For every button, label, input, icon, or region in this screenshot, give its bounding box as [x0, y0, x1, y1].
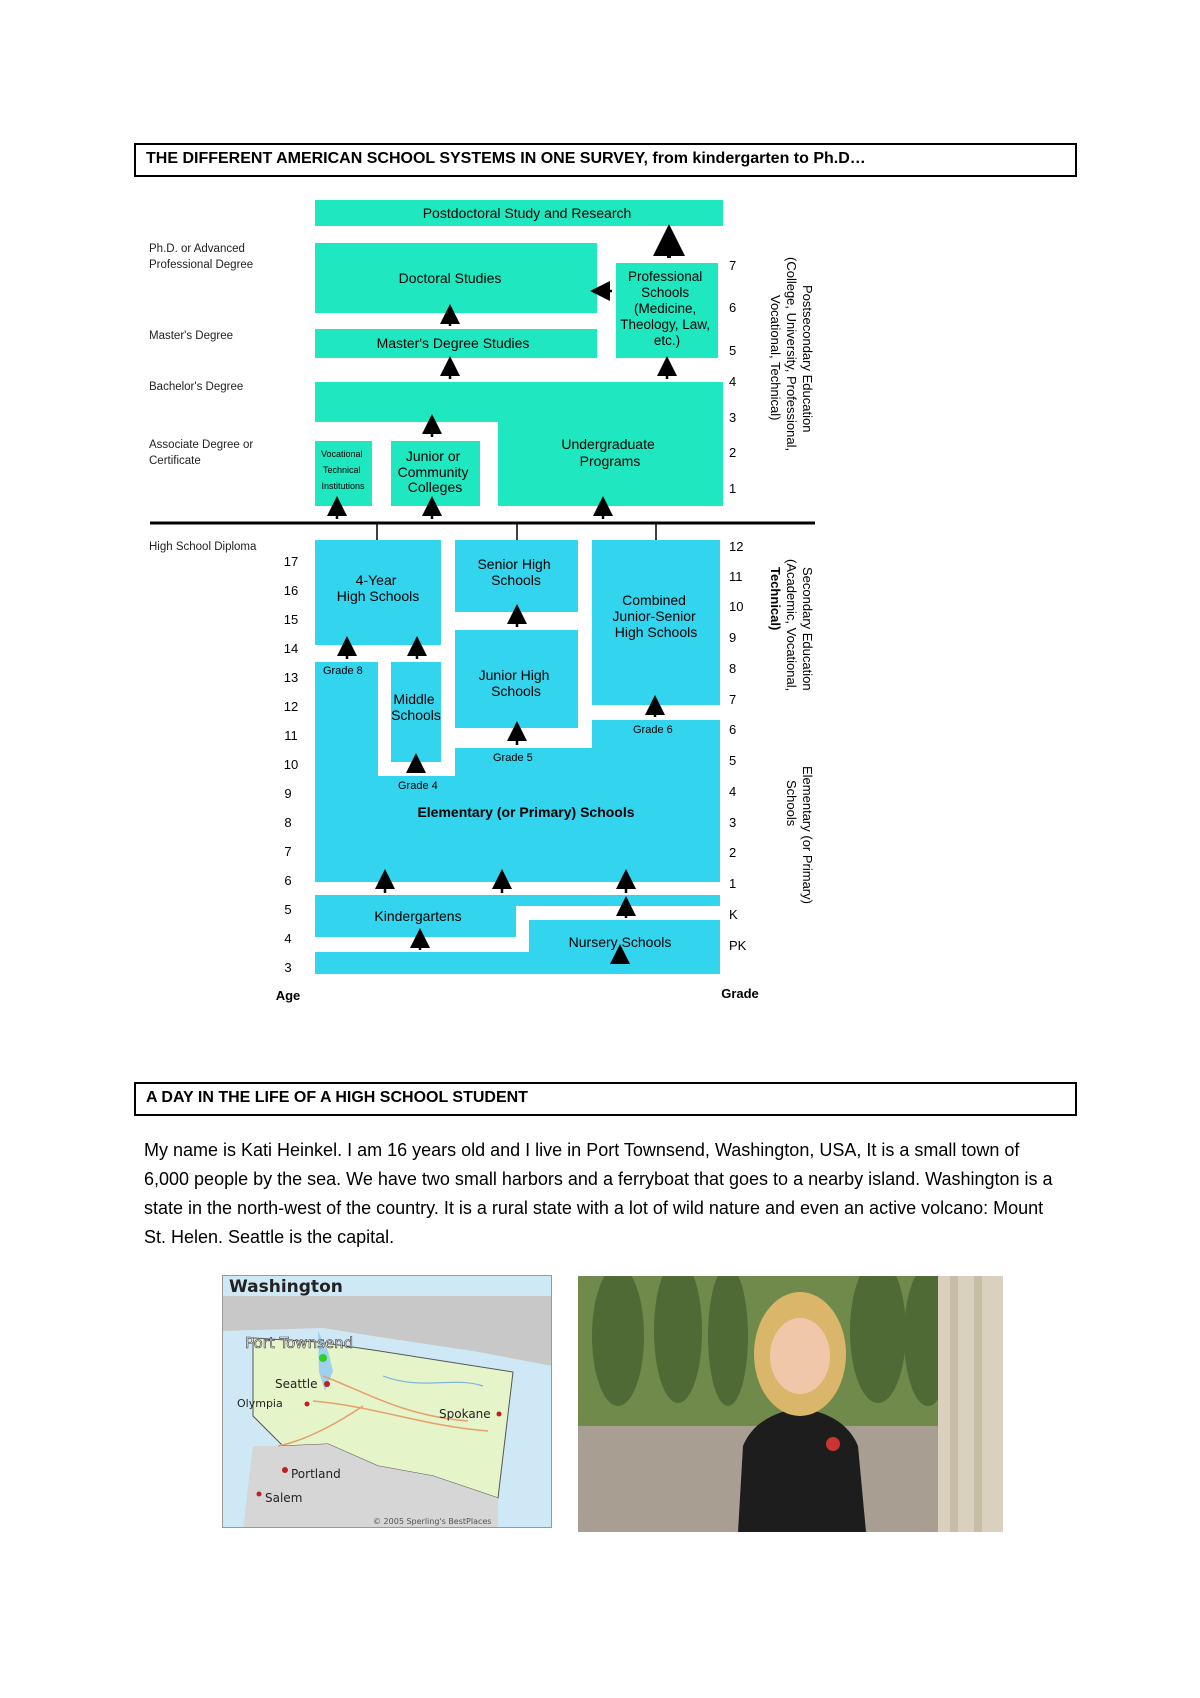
grade-tick: 7: [729, 692, 737, 707]
age-tick: 13: [283, 670, 299, 685]
map-title: Washington: [229, 1277, 343, 1297]
middle-label: Middle Schools: [391, 691, 441, 723]
grade-tick: K: [729, 907, 738, 922]
age-tick: 5: [284, 902, 292, 917]
kindergarten-label: Kindergartens: [374, 908, 462, 924]
year-tick: 4: [729, 374, 737, 389]
grade-axis-label: Grade: [721, 986, 759, 1001]
grade-tick: 5: [729, 753, 737, 768]
section-title: THE DIFFERENT AMERICAN SCHOOL SYSTEMS IN ONE SURVEY, from kindergarten to Ph.D…: [146, 150, 866, 167]
age-tick: 11: [284, 728, 298, 743]
section-header-day-in-life: [134, 1082, 1077, 1116]
secondary-side-label: Secondary Education (Academic, Vocational, Technical): [768, 559, 815, 692]
year-tick: 5: [729, 343, 737, 358]
grade-6-marker: Grade 6: [633, 724, 673, 736]
grade-tick: 11: [729, 569, 743, 584]
city-olympia: Olympia: [237, 1397, 283, 1410]
age-tick: 4: [284, 931, 292, 946]
city-salem: Salem: [265, 1491, 303, 1505]
four-year-label: 4-Year High Schools: [336, 572, 420, 604]
grade-tick: 4: [729, 784, 737, 799]
city-port-townsend: Port Townsend: [245, 1334, 354, 1352]
grade-4-marker: Grade 4: [398, 780, 438, 792]
elementary-side-label: Elementary (or Primary) Schools: [784, 766, 815, 904]
city-seattle: Seattle: [275, 1377, 318, 1391]
intro-paragraph: My name is Kati Heinkel. I am 16 years old and I live in Port Townsend, Washington, USA, It is a small town of 6,000 people by the sea. We have two small harbors and a ferryboat that goes to a nearby island. Washington is a state in the north-west of the country. It is a rural state with a lot of wild nature and even an active volcano: Mount St. Helen. Seattle is the capital.: [144, 1140, 1053, 1247]
elementary-label: Elementary (or Primary) Schools: [417, 804, 635, 820]
year-tick: 2: [729, 445, 737, 460]
age-tick: 3: [284, 960, 292, 975]
postdoc-label: Postdoctoral Study and Research: [422, 205, 632, 221]
grade-8-marker: Grade 8: [323, 665, 363, 677]
grade-tick: 12: [729, 539, 744, 554]
age-tick: 7: [284, 844, 292, 859]
year-tick: 7: [729, 258, 737, 273]
grade-tick: PK: [729, 938, 747, 953]
washington-map: [222, 1275, 552, 1528]
student-face: [770, 1318, 830, 1394]
age-tick: 6: [284, 873, 292, 888]
year-tick: 6: [729, 300, 737, 315]
grade-tick: 1: [729, 876, 737, 891]
postsecondary-side-label: Postsecondary Education (College, University, Professional, Vocational, Technical): [768, 257, 815, 452]
age-axis-label: Age: [275, 988, 301, 1003]
age-tick: 14: [283, 641, 299, 656]
professional-label: Professional Schools (Medicine, Theology, Law, etc.): [620, 269, 711, 348]
degree-bachelors: Bachelor's Degree: [149, 381, 244, 393]
degree-masters: Master's Degree: [149, 330, 234, 342]
age-tick: 17: [283, 554, 299, 569]
combined-label: Combined Junior-Senior High Schools: [612, 592, 698, 640]
grade-tick: 2: [729, 845, 737, 860]
degree-phd: Ph.D. or Advanced Professional Degree: [149, 243, 254, 271]
preschool-bar: [315, 952, 720, 974]
age-tick: 8: [284, 815, 292, 830]
grade-tick: 3: [729, 815, 737, 830]
age-tick: 10: [283, 757, 299, 772]
vocational-label: Vocational Technical Institutions: [320, 449, 365, 491]
nursery-label: Nursery Schools: [568, 934, 672, 950]
junior-high-label: Junior High Schools: [478, 667, 550, 699]
doctoral-label: Doctoral Studies: [398, 270, 502, 286]
masters-label: Master's Degree Studies: [376, 335, 530, 351]
degree-associate: Associate Degree or Certificate: [149, 439, 254, 467]
age-column: [284, 554, 298, 975]
postsecondary-years: [729, 258, 736, 496]
section-title: A DAY IN THE LIFE OF A HIGH SCHOOL STUDENT: [146, 1089, 528, 1106]
senior-high-label: Senior High Schools: [477, 556, 551, 588]
age-tick: 16: [283, 583, 299, 598]
age-tick: 9: [284, 786, 292, 801]
age-tick: 12: [283, 699, 299, 714]
grade-column: [729, 539, 747, 953]
grade-tick: 8: [729, 661, 737, 676]
year-tick: 3: [729, 410, 737, 425]
city-portland: Portland: [291, 1467, 341, 1481]
year-tick: 1: [729, 481, 737, 496]
grade-tick: 9: [729, 630, 737, 645]
junior-college-label: Junior or Community Colleges: [397, 448, 469, 495]
map-copyright: © 2005 Sperling's BestPlaces: [373, 1517, 492, 1526]
degree-diploma: High School Diploma: [149, 541, 257, 553]
undergrad-box: [315, 382, 723, 506]
city-spokane: Spokane: [439, 1407, 491, 1421]
grade-tick: 10: [729, 599, 744, 614]
grade-5-marker: Grade 5: [493, 752, 533, 764]
port-townsend-marker: [319, 1354, 327, 1362]
age-tick: 15: [283, 612, 299, 627]
grade-tick: 6: [729, 722, 737, 737]
undergrad-label: Undergraduate Programs: [561, 436, 655, 469]
student-photo: [578, 1276, 1003, 1532]
